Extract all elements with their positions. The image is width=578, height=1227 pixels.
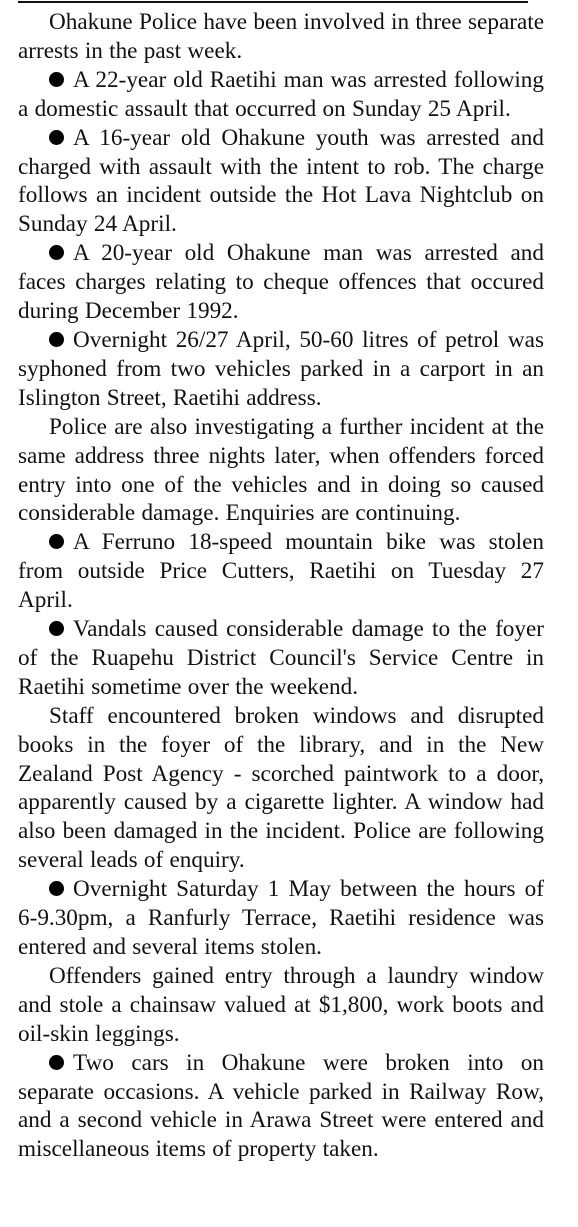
article-paragraph-bullet: Two cars in Ohakune were broken into on separate occasions. A vehicle parked in Railway Row, and a second vehicle in Arawa Street were entered and miscellaneous items of property taken. <box>18 1049 544 1163</box>
article-paragraph-bullet: A 22-year old Raetihi man was arrested following a domestic assault that occurred on Sunday 25 April. <box>18 66 544 122</box>
news-article-column <box>18 8 544 1164</box>
bullet-icon <box>49 332 64 347</box>
article-paragraph-bullet: Overnight Saturday 1 May between the hours of 6-9.30pm, a Ranfurly Terrace, Raetihi residence was entered and several items stolen. <box>18 876 544 960</box>
article-paragraph-bullet: A Ferruno 18-speed mountain bike was stolen from outside Price Cutters, Raetihi on Tuesday 27 April. <box>18 529 544 614</box>
bullet-icon <box>49 245 64 260</box>
article-paragraph: Police are also investigating a further incident at the same address three nights later, when offenders forced entry into one of the vehicles and in doing so caused considerable damage. Enquiries are continuing. <box>18 413 544 527</box>
article-paragraph: Staff encountered broken windows and disrupted books in the foyer of the library, and in the New Zealand Post Agency - scorched paintwork to a door, apparently caused by a cigarette lighter. A window had also been damaged in the incident. Police are following several leads of enquiry. <box>18 702 544 874</box>
bullet-icon <box>49 534 64 549</box>
bullet-icon <box>49 621 64 636</box>
bullet-icon <box>49 130 64 145</box>
article-paragraph: Offenders gained entry through a laundry window and stole a chainsaw valued at $1,800, work boots and oil-skin leggings. <box>18 962 544 1047</box>
article-paragraph-bullet: Overnight 26/27 April, 50-60 litres of petrol was syphoned from two vehicles parked in a carport in an Islington Street, Raetihi address. <box>18 326 544 411</box>
bullet-icon <box>49 881 64 896</box>
top-rule <box>18 1 528 3</box>
article-paragraph-bullet: Vandals caused considerable damage to the foyer of the Ruapehu District Council's Service Centre in Raetihi sometime over the weekend. <box>18 616 544 700</box>
article-paragraph-bullet: A 20-year old Ohakune man was arrested and faces charges relating to cheque offences that occured during December 1992. <box>18 240 544 325</box>
article-paragraph-bullet: A 16-year old Ohakune youth was arrested and charged with assault with the intent to rob. The charge follows an incident outside the Hot Lava Nightclub on Sunday 24 April. <box>18 124 544 238</box>
article-paragraph-intro: Ohakune Police have been involved in three separate arrests in the past week. <box>18 9 544 64</box>
bullet-icon <box>49 72 64 87</box>
bullet-icon <box>49 1055 64 1070</box>
